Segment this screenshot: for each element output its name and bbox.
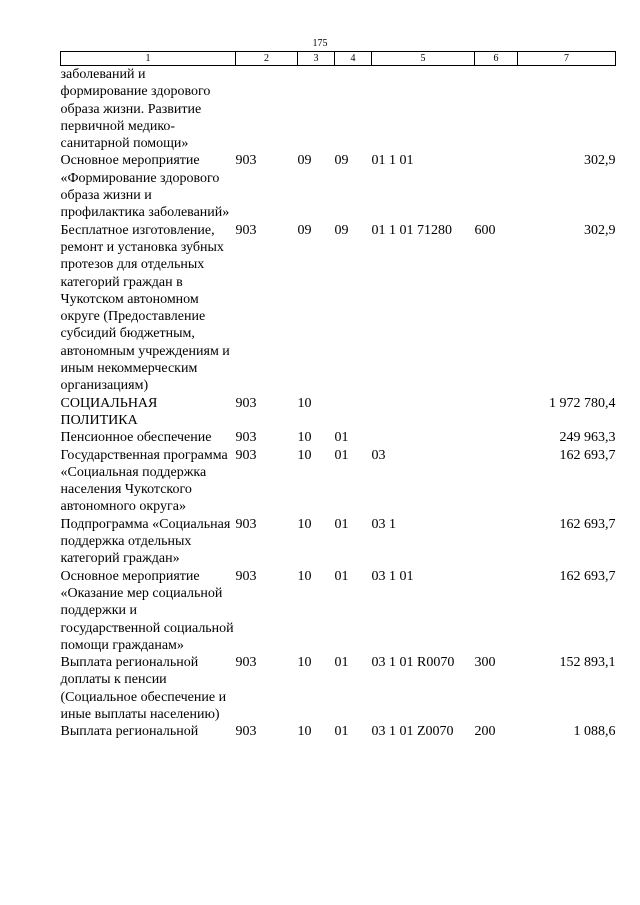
row-target-article: 03 1 01 Z0070 [371, 724, 454, 740]
budget-table [60, 51, 616, 741]
row-target-article: 01 1 01 [371, 153, 414, 169]
table-row [61, 222, 616, 395]
row-section: 09 [297, 222, 312, 238]
row-grbs: 903 [235, 568, 257, 584]
row-grbs: 903 [235, 447, 257, 463]
row-amount: 162 693,7 [559, 568, 616, 584]
row-expense-type: 200 [474, 724, 496, 740]
column-header: 5 [372, 52, 475, 66]
row-amount [518, 66, 616, 153]
row-target-article [372, 66, 475, 153]
row-target-article: 01 1 01 71280 [371, 222, 452, 238]
row-amount: 302,9 [584, 153, 616, 169]
row-amount: 152 893,1 [559, 655, 616, 671]
row-name: Пенсионное обеспечение [60, 430, 212, 446]
table-row [61, 568, 616, 654]
row-amount: 1 972 780,4 [549, 395, 616, 411]
row-grbs [236, 66, 298, 153]
row-subsection: 01 [334, 568, 349, 584]
row-section [298, 66, 335, 153]
column-header: 4 [335, 52, 372, 66]
row-name: Выплата региональной доплаты к пенсии (Социальное обеспечение и иные выплаты населению) [60, 655, 227, 722]
row-grbs: 903 [235, 655, 257, 671]
row-expense-type: 600 [474, 222, 496, 238]
page-number: 175 [312, 38, 328, 49]
row-name: Основное мероприятие «Оказание мер социальной поддержки и государственной социальной помощи гражданам» [60, 568, 234, 653]
row-subsection: 09 [334, 222, 349, 238]
row-name: Основное мероприятие «Формирование здорового образа жизни и профилактика заболеваний» [60, 153, 230, 221]
row-amount: 162 693,7 [559, 447, 616, 463]
row-subsection [335, 395, 372, 430]
row-section: 09 [297, 153, 312, 169]
row-expense-type [475, 516, 518, 568]
row-target-article [372, 429, 475, 446]
column-header: 6 [475, 52, 518, 66]
column-header: 3 [298, 52, 335, 66]
row-target-article: 03 1 01 R0070 [371, 655, 455, 671]
row-grbs: 903 [235, 430, 257, 446]
row-name: СОЦИАЛЬНАЯ ПОЛИТИКА [60, 395, 158, 428]
row-subsection: 01 [334, 430, 349, 446]
row-target-article: 03 1 [371, 516, 396, 532]
row-target-article: 03 1 01 [371, 568, 414, 584]
row-subsection: 01 [334, 655, 349, 671]
row-grbs: 903 [235, 395, 257, 411]
row-expense-type [475, 568, 518, 654]
table-row [61, 429, 616, 446]
table-row [61, 516, 616, 568]
row-expense-type [475, 447, 518, 516]
row-name: заболеваний и формирование здорового образа жизни. Развитие первичной медико-санитарной помощи» [60, 67, 211, 152]
row-section: 10 [297, 516, 312, 532]
row-target-article [372, 395, 475, 430]
table-row [61, 654, 616, 723]
row-section: 10 [297, 447, 312, 463]
row-subsection: 01 [334, 724, 349, 740]
row-grbs: 903 [235, 222, 257, 238]
table-row [61, 152, 616, 221]
row-name: Подпрограмма «Социальная поддержка отдельных категорий граждан» [60, 516, 231, 567]
row-expense-type [475, 152, 518, 221]
row-subsection: 01 [334, 516, 349, 532]
row-name: Выплата региональной [60, 724, 199, 740]
row-grbs: 903 [235, 516, 257, 532]
row-amount: 249 963,3 [559, 430, 616, 446]
row-section: 10 [297, 568, 312, 584]
row-name: Государственная программа «Социальная поддержка населения Чукотского автономного округа» [60, 447, 228, 515]
row-amount: 162 693,7 [559, 516, 616, 532]
row-expense-type [475, 66, 518, 153]
column-header: 2 [236, 52, 298, 66]
table-row [61, 447, 616, 516]
header-row [61, 52, 616, 66]
row-section: 10 [297, 655, 312, 671]
row-grbs: 903 [235, 153, 257, 169]
row-expense-type [475, 429, 518, 446]
row-section: 10 [297, 724, 312, 740]
row-subsection: 09 [334, 153, 349, 169]
row-grbs: 903 [235, 724, 257, 740]
row-section: 10 [297, 395, 312, 411]
row-amount: 1 088,6 [573, 724, 616, 740]
column-header: 1 [61, 52, 236, 66]
row-subsection: 01 [334, 447, 349, 463]
row-name: Бесплатное изготовление, ремонт и установка зубных протезов для отдельных категорий граждан в Чукотском автономном округе (Предоставление субсидий бюджетным, автономным учреждениям и иным некоммерческим организациям) [60, 222, 230, 394]
row-section: 10 [297, 430, 312, 446]
row-expense-type: 300 [474, 655, 496, 671]
table-row [61, 66, 616, 153]
table-row [61, 723, 616, 740]
column-header: 7 [518, 52, 616, 66]
row-subsection [335, 66, 372, 153]
row-target-article: 03 [371, 447, 386, 463]
table-row [61, 395, 616, 430]
row-amount: 302,9 [584, 222, 616, 238]
row-expense-type [475, 395, 518, 430]
